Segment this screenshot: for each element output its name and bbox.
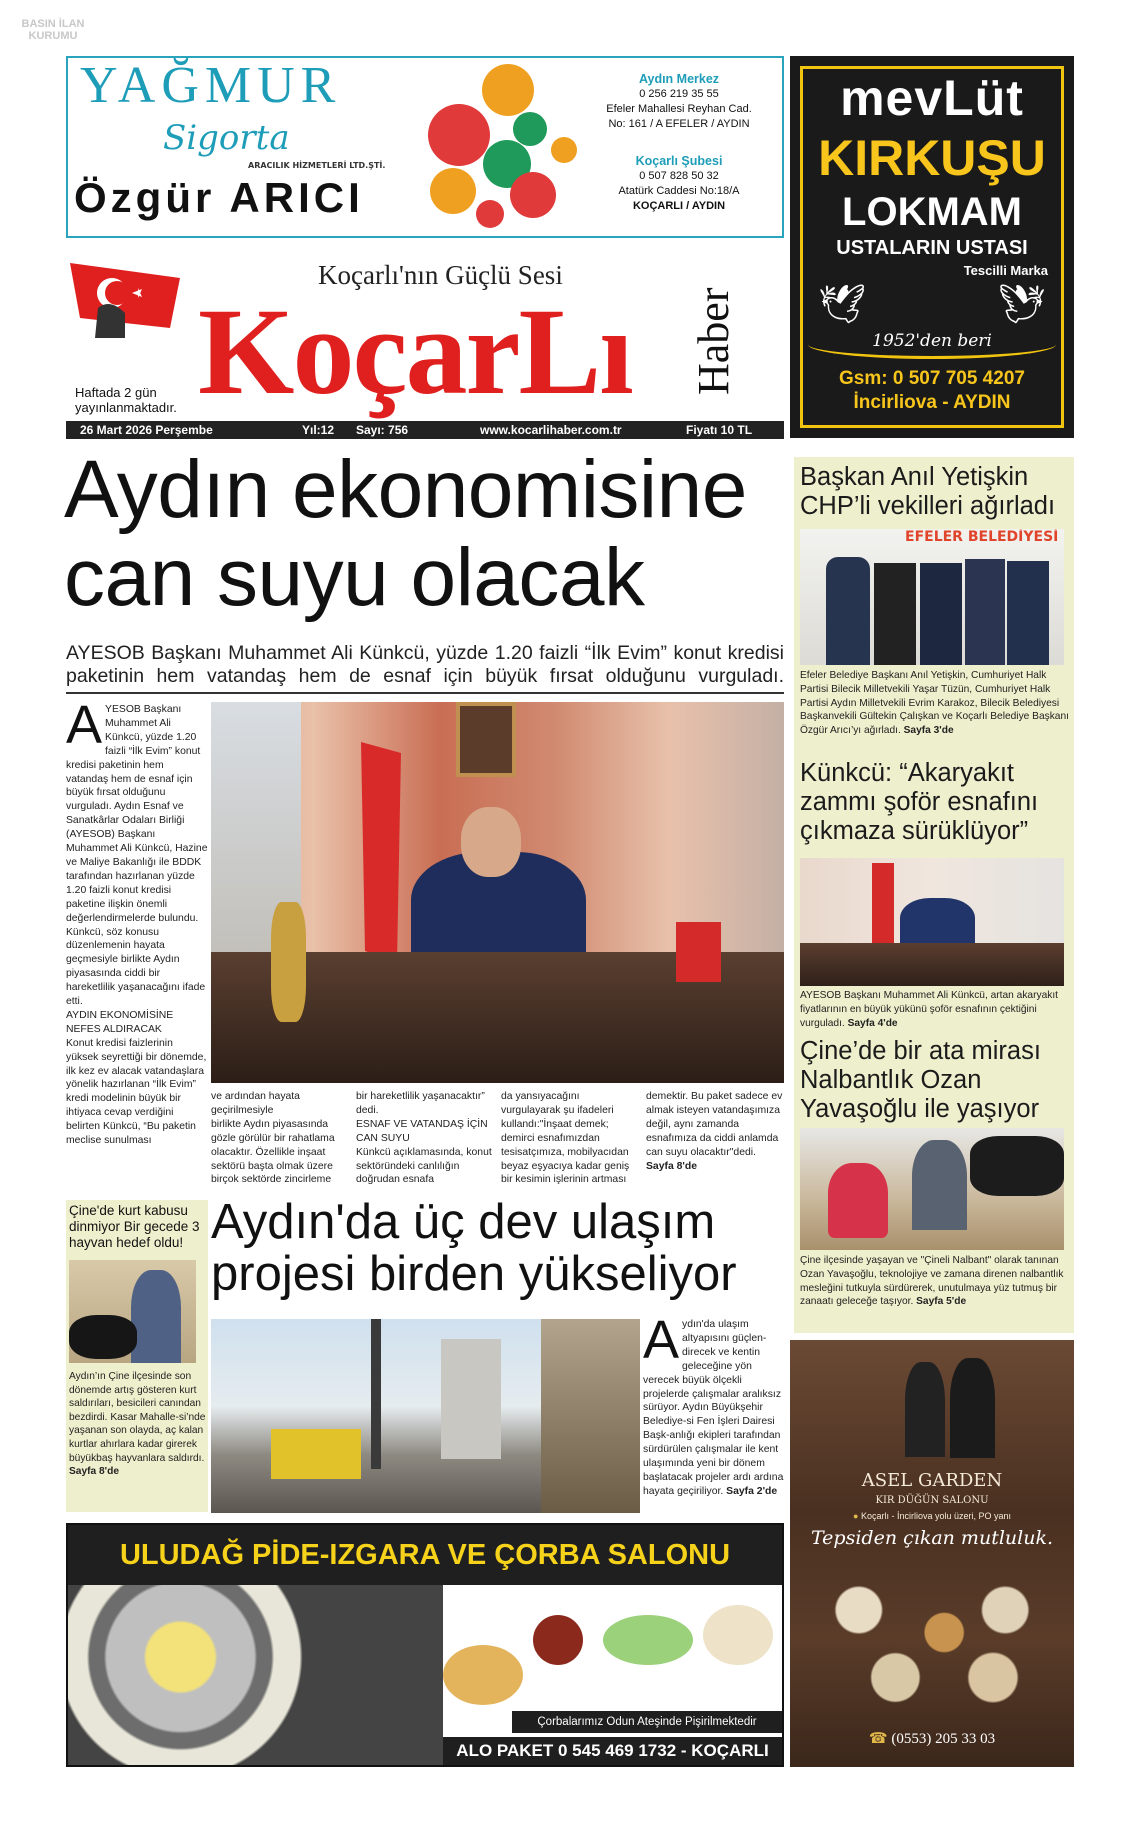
masthead-slogan: Koçarlı'nın Güçlü Sesi bbox=[318, 260, 563, 290]
sidebar-news bbox=[794, 457, 1074, 1333]
ulasim-body bbox=[643, 1310, 786, 1499]
frequency-line: yayınlanmaktadır. bbox=[75, 400, 177, 415]
turkish-flag-ataturk-logo bbox=[70, 258, 190, 338]
food-photo bbox=[443, 1585, 782, 1705]
construction-photo bbox=[211, 1319, 640, 1513]
phone-icon: ☎ bbox=[868, 1731, 888, 1747]
news-photo bbox=[69, 1260, 196, 1363]
issue-price: Fiyatı 10 TL bbox=[686, 423, 753, 437]
news-photo bbox=[800, 529, 1064, 665]
ad-phone: Gsm: 0 507 705 4207 bbox=[839, 368, 1025, 389]
news-photo bbox=[800, 1128, 1064, 1250]
branch-address: Efeler Mahallesi Reyhan Cad. bbox=[606, 103, 752, 115]
ad-name: ASEL GARDEN bbox=[861, 1470, 1003, 1491]
news-title[interactable]: Çine'de kurt kabusu dinmiyor Bir gecede 3 hayvan hedef oldu! bbox=[69, 1203, 200, 1250]
caption-text: Efeler Belediye Başkanı Anıl Yetişkin, Cumhuriyet Halk Partisi Bilecik Milletvekili Yaşar Tüzün, Cumhuriyet Halk Partisi Aydın Milletvekili Evrim Karakoz, Bilecik Belediyesi Başkanvekili Gültekin Çalışkan ve Koçarlı Belediye Başkanı Özgür Arıcı’yı ağırladı. bbox=[800, 670, 1069, 737]
caption-text: AYESOB Başkanı Muhammet Ali Künkcü, artan akaryakıt fiyatlarının en büyük yükünü şoför esnafının çektiğini vurguladı. bbox=[800, 990, 1059, 1029]
ad-line: USTALARIN USTASI bbox=[836, 237, 1028, 259]
body-text: Aydın’ın Çine ilçesinde son dönemde artış gösteren kurt saldırıları, besicileri canından bezdirdi. Kasar Mahalle-si’nde yaşanan son olayda, aç kalan kurtlar ahırlara kadar girerek büyükbaş hayvanlara saldırdı. bbox=[69, 1371, 206, 1464]
phone-text: (0553) 205 33 03 bbox=[891, 1731, 996, 1747]
ad-person: Özgür ARICI bbox=[74, 174, 364, 221]
issue-number: Sayı: 756 bbox=[356, 423, 409, 437]
ad-trademark: Tescilli Marka bbox=[963, 263, 1048, 278]
caption-text: Çine ilçesinde yaşayan ve "Çineli Nalbant" olarak tanınan Ozan Yavaşoğlu, teknolojiye ve zamana direnen nalbantlık mesleğini tutkuyla sürdürerek, unutulmaya yüz tutmuş bir zanaatı geleceğe taşıyor. bbox=[800, 1255, 1064, 1308]
page-ref[interactable]: Sayfa 3'de bbox=[903, 725, 954, 737]
news-title[interactable]: Çine’de bir ata mirası Nalbantlık Ozan Yavaşoğlu ile yaşıyor bbox=[800, 1037, 1041, 1123]
body-text: demektir. Bu paket sadece ev almak isteyen vatandaşımıza değil, aynı zamanda esnafımıza da ciddi anlamda can suyu olacaktır"dedi. bbox=[646, 1091, 783, 1158]
news-title[interactable]: Başkan Anıl Yetişkin CHP’li vekilleri ağırladı bbox=[800, 463, 1056, 520]
ad-tagline: Çorbalarımız Odun Ateşinde Pişirilmektedir bbox=[512, 1711, 782, 1733]
lead-body-col: da yansıyacağını vurgulayarak şu ifadeleri kullandı:"İnşaat demek; demirci esnafımızdan tesisatçımıza, mobilyacıdan beyaz eşyacıya kadar geniş bir kesimin işlerinin artması bbox=[501, 1091, 630, 1186]
dove-icon: 🕊 bbox=[997, 282, 1046, 326]
publication-frequency bbox=[75, 385, 177, 415]
watermark: BASIN İLAN KURUMU bbox=[21, 18, 85, 42]
page-ref[interactable]: Sayfa 2'de bbox=[726, 1485, 778, 1497]
lead-body-col bbox=[646, 1090, 786, 1173]
branch-aydin bbox=[584, 72, 774, 132]
address-text: Koçarlı - İncirliova yolu üzeri, PO yanı bbox=[860, 1511, 1011, 1521]
ad-line: KIRKUŞU bbox=[818, 130, 1046, 186]
photo-sign-text: EFELER BELEDİYESİ bbox=[905, 529, 1059, 545]
page-ref[interactable]: Sayfa 8'de bbox=[646, 1160, 697, 1172]
kurt-news bbox=[66, 1200, 208, 1512]
news-caption bbox=[800, 669, 1070, 738]
secondary-headline[interactable]: Aydın'da üç dev ulaşım projesi birden yükseliyor bbox=[211, 1195, 737, 1301]
ad-location: İncirliova - AYDIN bbox=[853, 392, 1011, 413]
branch-address: KOÇARLI / AYDIN bbox=[632, 200, 726, 212]
news-title[interactable]: Künkcü: “Akaryakıt zammı şoför esnafını çıkmaza sürüklüyor” bbox=[800, 759, 1039, 845]
drop-cap: A bbox=[643, 1310, 680, 1370]
insurance-icons bbox=[428, 62, 578, 232]
branch-address: Atatürk Caddesi No:18/A bbox=[618, 185, 740, 197]
lead-body-col: bir hareketlilik yaşanacaktır” dedi. ESNAF VE VATANDAŞ İÇİN CAN SUYU Künkcü açıklamasında, konut sektöründeki canlılığın doğrudan esnafa bbox=[356, 1091, 492, 1186]
ad-line: LOKMAM bbox=[842, 190, 1022, 234]
ad-subtitle: ARACILIK HİZMETLERİ LTD.ŞTİ. bbox=[248, 161, 386, 170]
body-text: Konut kredisi faizlerinin yüksek seyrettiği bir dönemde, ilk kez ev alacak vatandaşlara yönelik hazırlanan “İlk Evim” kredi modelinin büyük bir ihtiyaca cevap verdiğini belirten Künkcü, “Bu paketin meclise sunulması bbox=[66, 1037, 207, 1147]
divider bbox=[66, 692, 784, 694]
lead-photo bbox=[211, 702, 784, 1083]
dove-icon: 🕊 bbox=[818, 282, 867, 326]
frequency-line: Haftada 2 gün bbox=[75, 385, 157, 400]
ad-since: 1952'den beri bbox=[808, 330, 1056, 359]
soup-photo bbox=[68, 1585, 443, 1765]
branch-kocarli bbox=[584, 154, 774, 214]
body-text: ydın'da ulaşım altyapısını güçlen-direcek ve kentin geleceğine yön verecek büyük ölçekli projelerde çalışmalar aralıksız sürüyor. Aydın Büyükşehir Belediye-si Fen İşleri Dairesi Başk-anlığı ekipleri tarafından sürdürülen çalışmalar ile kent ulaşımında yeni bir dönem başlatacak projeler ardı ardına hayata geçiriliyor. bbox=[643, 1319, 784, 1497]
website-link[interactable]: www.kocarlihaber.com.tr bbox=[480, 423, 622, 437]
body-text: YESOB Başkanı Muhammet Ali Künkcü, yüzde 1.20 faizli “İlk Evim” konut kredisi paketinin hem vatandaş hem de esnaf için büyük fırsat olduğunu vurguladı. Aydın Esnaf ve Sanatkârlar Odaları Birliği (AYESOB) Başkanı Muhammet Ali Künkcü, Hazine ve Maliye Bakanlığı ile BDDK tarafından hazırlanan yüzde 1.20 faizli konut kredisi paketine ilişkin önemli değerlendirmelerde bulundu. Künkcü, söz konusu düzenlemenin hayata geçmesiyle birlikte Aydın piyasasında ciddi bir hareketlilik yaşanacağını ifade etti. bbox=[66, 704, 208, 1008]
news-caption bbox=[800, 989, 1070, 1030]
branch-title: Aydın Merkez bbox=[638, 72, 720, 86]
masthead-side: Haber bbox=[689, 287, 738, 395]
page-ref[interactable]: Sayfa 4'de bbox=[847, 1017, 898, 1029]
page-ref[interactable]: Sayfa 8'de bbox=[69, 1466, 119, 1478]
drop-cap: A bbox=[66, 695, 103, 755]
yagmur-sigorta-ad[interactable] bbox=[66, 56, 784, 238]
asel-garden-ad[interactable] bbox=[790, 1340, 1074, 1767]
branch-title: Koçarlı Şubesi bbox=[635, 154, 723, 168]
issue-year: Yıl:12 bbox=[302, 423, 335, 437]
ad-script: Sigorta bbox=[163, 118, 290, 158]
location-pin-icon: ● bbox=[852, 1511, 859, 1521]
headline-line: Aydın ekonomisine bbox=[64, 444, 747, 535]
news-photo bbox=[800, 858, 1064, 986]
date-bar bbox=[66, 421, 784, 439]
ad-slogan: Tepsiden çıkan mutluluk. bbox=[810, 1527, 1054, 1549]
lead-deck: AYESOB Başkanı Muhammet Ali Künkcü, yüzde 1.20 faizli “İlk Evim” konut kredisi paketinin hem vatandaş hem de esnaf için büyük fırsat olduğunu vurguladı. bbox=[66, 642, 784, 687]
ad-phone: ALO PAKET 0 545 469 1732 - KOÇARLI bbox=[443, 1737, 782, 1765]
ad-phone bbox=[790, 1730, 1074, 1748]
issue-date: 26 Mart 2026 Perşembe bbox=[80, 423, 213, 437]
ad-line: mevLüt bbox=[840, 70, 1024, 126]
branch-phone: 0 507 828 50 32 bbox=[639, 170, 719, 182]
lead-headline[interactable] bbox=[64, 446, 788, 622]
ad-title: ULUDAĞ PİDE-IZGARA VE ÇORBA SALONU bbox=[68, 1525, 782, 1585]
ad-type: KIR DÜĞÜN SALONU bbox=[875, 1495, 989, 1506]
ad-address bbox=[790, 1510, 1074, 1522]
news-caption bbox=[800, 1254, 1070, 1309]
ad-brand: YAĞMUR bbox=[80, 57, 342, 114]
news-body bbox=[69, 1370, 207, 1479]
lead-body-col bbox=[66, 695, 208, 1148]
branch-phone: 0 256 219 35 55 bbox=[639, 88, 719, 100]
uludag-pide-ad[interactable] bbox=[66, 1523, 784, 1767]
food-trays-photo bbox=[810, 1565, 1054, 1715]
branch-address: No: 161 / A EFELER / AYDIN bbox=[608, 118, 750, 130]
body-subhead: AYDIN EKONOMİSİNE NEFES ALDIRACAK bbox=[66, 1009, 174, 1035]
lead-body-col: ve ardından hayata geçirilmesiyle birlikte Aydın piyasasında gözle görülür bir rahatlama olacaktır. Özellikle inşaat sektörü başta olmak üzere birçok sektörde zincirleme bbox=[211, 1091, 335, 1186]
masthead-logo[interactable]: KoçarLı bbox=[198, 283, 632, 420]
page-ref[interactable]: Sayfa 5'de bbox=[916, 1296, 967, 1308]
headline-line: can suyu olacak bbox=[64, 532, 645, 623]
mevlut-kirkusu-ad[interactable] bbox=[790, 56, 1074, 438]
